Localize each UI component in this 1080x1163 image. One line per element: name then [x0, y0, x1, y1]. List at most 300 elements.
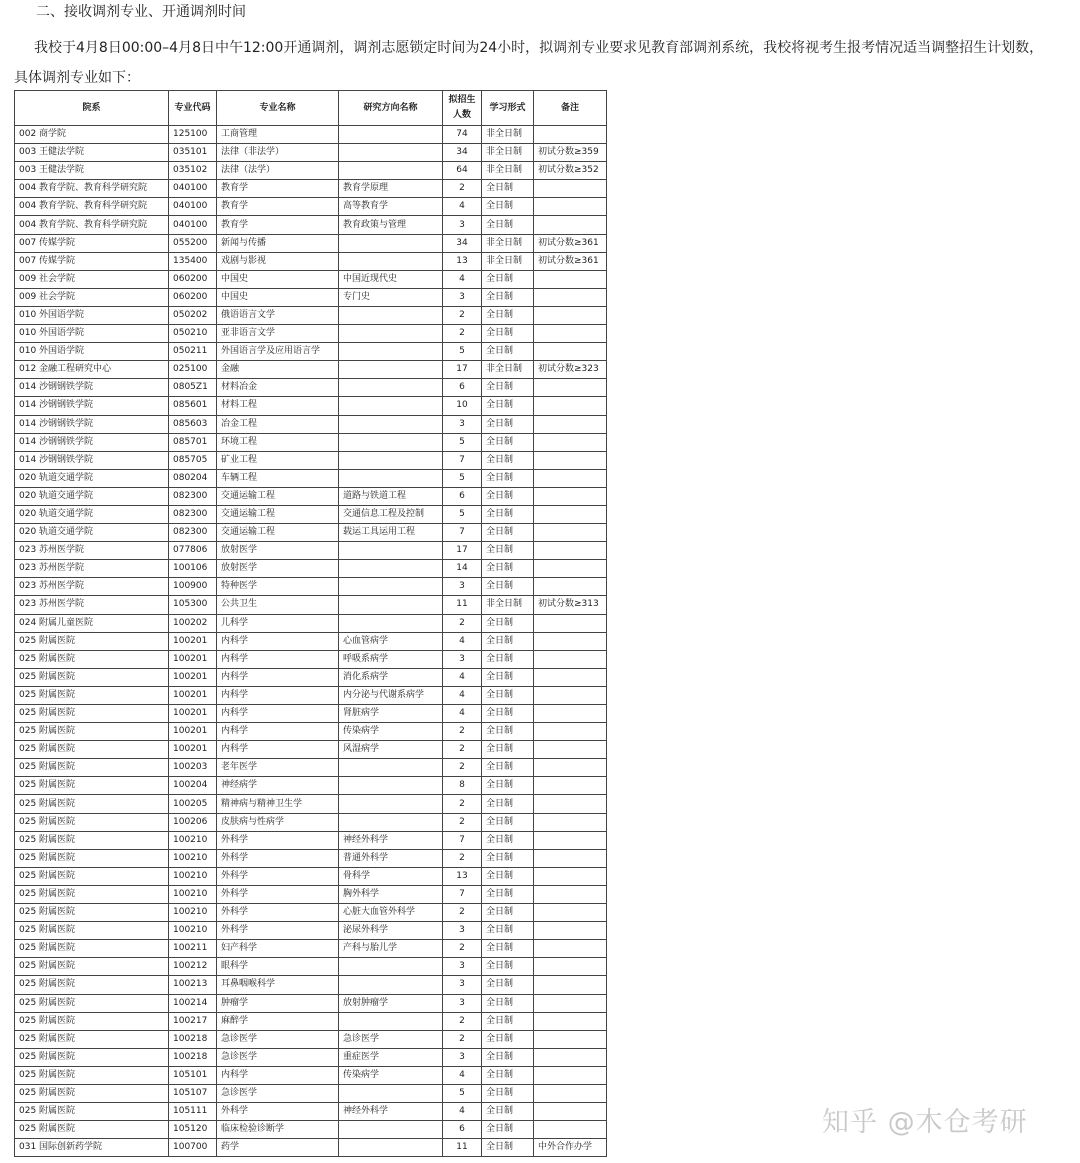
table-cell: 交通信息工程及控制	[339, 505, 443, 523]
table-cell: 全日制	[482, 451, 534, 469]
table-row	[15, 813, 607, 831]
table-cell	[534, 505, 607, 523]
table-cell	[339, 759, 443, 777]
table-cell	[534, 451, 607, 469]
table-cell: 100700	[169, 1139, 217, 1157]
table-cell: 007 传媒学院	[15, 252, 169, 270]
table-cell	[534, 542, 607, 560]
table-row	[15, 1048, 607, 1066]
table-cell	[339, 343, 443, 361]
table-cell: 025 附属医院	[15, 1066, 169, 1084]
table-cell: 050202	[169, 306, 217, 324]
table-row	[15, 650, 607, 668]
table-cell	[534, 849, 607, 867]
table-cell: 025 附属医院	[15, 1121, 169, 1139]
table-cell: 神经外科学	[339, 831, 443, 849]
table-cell: 全日制	[482, 1030, 534, 1048]
table-cell: 100201	[169, 632, 217, 650]
table-cell: 俄语语言文学	[217, 306, 339, 324]
table-row	[15, 288, 607, 306]
table-cell	[534, 270, 607, 288]
column-header: 研究方向名称	[339, 91, 443, 126]
table-cell: 050211	[169, 343, 217, 361]
table-cell: 心血管病学	[339, 632, 443, 650]
table-cell: 全日制	[482, 705, 534, 723]
table-cell: 精神病与精神卫生学	[217, 795, 339, 813]
table-cell: 2	[443, 849, 482, 867]
table-cell: 3	[443, 994, 482, 1012]
table-cell: 085705	[169, 451, 217, 469]
intro-paragraph	[14, 33, 1054, 93]
table-cell: 100201	[169, 650, 217, 668]
table-cell	[534, 433, 607, 451]
table-cell	[534, 831, 607, 849]
table-cell: 消化系病学	[339, 668, 443, 686]
table-row	[15, 487, 607, 505]
table-cell	[534, 180, 607, 198]
table-cell: 025 附属医院	[15, 922, 169, 940]
table-cell: 3	[443, 976, 482, 994]
table-cell: 025 附属医院	[15, 904, 169, 922]
table-cell	[339, 578, 443, 596]
table-cell: 020 轨道交通学院	[15, 524, 169, 542]
table-cell: 全日制	[482, 288, 534, 306]
table-cell	[339, 795, 443, 813]
table-cell: 全日制	[482, 885, 534, 903]
table-cell: 040100	[169, 198, 217, 216]
table-cell: 085601	[169, 397, 217, 415]
table-row	[15, 1139, 607, 1157]
table-cell: 全日制	[482, 524, 534, 542]
table-cell: 放射医学	[217, 542, 339, 560]
table-cell: 呼吸系病学	[339, 650, 443, 668]
table-cell: 024 附属儿童医院	[15, 614, 169, 632]
column-header: 学习形式	[482, 91, 534, 126]
table-cell: 2	[443, 1012, 482, 1030]
table-cell: 4	[443, 1066, 482, 1084]
table-cell: 亚非语言文学	[217, 325, 339, 343]
table-cell: 10	[443, 397, 482, 415]
table-cell: 交通运输工程	[217, 487, 339, 505]
table-cell: 内科学	[217, 723, 339, 741]
table-cell	[534, 795, 607, 813]
table-cell	[339, 596, 443, 614]
table-body	[15, 126, 607, 1157]
table-cell: 重症医学	[339, 1048, 443, 1066]
table-row	[15, 306, 607, 324]
table-cell	[534, 560, 607, 578]
table-cell: 020 轨道交通学院	[15, 469, 169, 487]
table-cell	[339, 252, 443, 270]
table-cell: 眼科学	[217, 958, 339, 976]
table-cell: 023 苏州医学院	[15, 560, 169, 578]
table-cell: 传染病学	[339, 1066, 443, 1084]
table-row	[15, 1121, 607, 1139]
table-cell: 交通运输工程	[217, 524, 339, 542]
table-cell	[339, 162, 443, 180]
table-cell: 13	[443, 252, 482, 270]
table-cell	[534, 126, 607, 144]
table-cell: 040100	[169, 180, 217, 198]
table-cell: 025 附属医院	[15, 994, 169, 1012]
table-cell	[534, 379, 607, 397]
table-cell: 6	[443, 487, 482, 505]
table-cell: 031 国际创新药学院	[15, 1139, 169, 1157]
table-cell: 初试分数≥359	[534, 144, 607, 162]
table-row	[15, 922, 607, 940]
table-cell: 100210	[169, 885, 217, 903]
table-cell: 13	[443, 867, 482, 885]
table-cell: 3	[443, 922, 482, 940]
table-cell: 4	[443, 198, 482, 216]
table-cell: 100206	[169, 813, 217, 831]
table-cell: 5	[443, 1084, 482, 1102]
table-cell	[339, 325, 443, 343]
table-cell: 初试分数≥361	[534, 252, 607, 270]
table-cell: 2	[443, 1030, 482, 1048]
table-cell: 5	[443, 505, 482, 523]
table-cell: 5	[443, 433, 482, 451]
table-cell: 014 沙钢钢铁学院	[15, 379, 169, 397]
table-cell: 神经病学	[217, 777, 339, 795]
table-cell: 教育政策与管理	[339, 216, 443, 234]
table-row	[15, 162, 607, 180]
table-cell: 全日制	[482, 1139, 534, 1157]
table-cell: 7	[443, 885, 482, 903]
table-cell: 100210	[169, 922, 217, 940]
table-cell: 内科学	[217, 705, 339, 723]
table-cell: 100201	[169, 705, 217, 723]
table-cell	[339, 542, 443, 560]
table-cell	[534, 397, 607, 415]
table-row	[15, 759, 607, 777]
table-cell: 法律（法学）	[217, 162, 339, 180]
table-cell: 车辆工程	[217, 469, 339, 487]
table-cell: 4	[443, 632, 482, 650]
table-cell: 025 附属医院	[15, 723, 169, 741]
table-cell: 中外合作办学	[534, 1139, 607, 1157]
table-row	[15, 252, 607, 270]
table-cell: 肾脏病学	[339, 705, 443, 723]
table-cell: 035102	[169, 162, 217, 180]
table-cell: 7	[443, 451, 482, 469]
table-row	[15, 343, 607, 361]
table-cell: 025 附属医院	[15, 885, 169, 903]
table-cell: 100210	[169, 849, 217, 867]
table-cell: 100214	[169, 994, 217, 1012]
table-cell: 初试分数≥352	[534, 162, 607, 180]
table-cell: 全日制	[482, 632, 534, 650]
table-row	[15, 524, 607, 542]
table-cell: 025 附属医院	[15, 1084, 169, 1102]
table-cell: 非全日制	[482, 162, 534, 180]
table-cell: 内科学	[217, 632, 339, 650]
table-row	[15, 270, 607, 288]
column-header: 专业名称	[217, 91, 339, 126]
table-cell	[534, 216, 607, 234]
table-cell: 082300	[169, 505, 217, 523]
table-cell: 全日制	[482, 542, 534, 560]
table-cell: 6	[443, 379, 482, 397]
table-row	[15, 668, 607, 686]
table-cell: 010 外国语学院	[15, 325, 169, 343]
table-cell: 风湿病学	[339, 741, 443, 759]
table-cell: 非全日制	[482, 126, 534, 144]
table-cell: 004 教育学院、教育科学研究院	[15, 198, 169, 216]
table-cell: 全日制	[482, 560, 534, 578]
table-cell	[534, 922, 607, 940]
table-cell: 3	[443, 288, 482, 306]
table-row	[15, 1066, 607, 1084]
table-cell	[534, 904, 607, 922]
intro-paragraph-text: 我校于4月8日00:00–4月8日中午12:00开通调剂，调剂志愿锁定时间为24小时，拟调剂专业要求见教育部调剂系统，我校将视考生报考情况适当调整招生计划数，具体调剂专业如下：	[14, 40, 1044, 86]
table-cell: 2	[443, 325, 482, 343]
table-cell: 全日制	[482, 867, 534, 885]
table-cell: 100201	[169, 741, 217, 759]
table-cell: 023 苏州医学院	[15, 596, 169, 614]
table-cell: 2	[443, 180, 482, 198]
table-cell: 普通外科学	[339, 849, 443, 867]
table-cell: 100201	[169, 686, 217, 704]
table-cell: 全日制	[482, 813, 534, 831]
table-row	[15, 940, 607, 958]
table-cell: 100210	[169, 831, 217, 849]
table-cell: 100218	[169, 1048, 217, 1066]
table-cell	[534, 976, 607, 994]
table-cell: 全日制	[482, 994, 534, 1012]
table-cell: 中国史	[217, 270, 339, 288]
table-cell: 105300	[169, 596, 217, 614]
table-cell: 外科学	[217, 1103, 339, 1121]
table-cell: 11	[443, 596, 482, 614]
table-cell: 100202	[169, 614, 217, 632]
table-cell: 外科学	[217, 849, 339, 867]
table-cell: 3	[443, 650, 482, 668]
table-cell: 100210	[169, 904, 217, 922]
table-cell	[534, 1084, 607, 1102]
table-cell	[339, 1121, 443, 1139]
table-cell: 非全日制	[482, 596, 534, 614]
table-row	[15, 831, 607, 849]
table-cell: 全日制	[482, 1103, 534, 1121]
table-cell: 全日制	[482, 650, 534, 668]
table-cell: 025 附属医院	[15, 777, 169, 795]
table-cell: 105107	[169, 1084, 217, 1102]
table-cell: 025 附属医院	[15, 940, 169, 958]
table-cell: 内科学	[217, 668, 339, 686]
table-cell: 外科学	[217, 922, 339, 940]
table-cell: 050210	[169, 325, 217, 343]
table-cell: 7	[443, 524, 482, 542]
table-cell: 全日制	[482, 849, 534, 867]
table-cell: 010 外国语学院	[15, 306, 169, 324]
table-cell: 临床检验诊断学	[217, 1121, 339, 1139]
table-cell: 082300	[169, 524, 217, 542]
table-row	[15, 325, 607, 343]
table-row	[15, 741, 607, 759]
table-cell: 060200	[169, 288, 217, 306]
table-row	[15, 379, 607, 397]
table-cell	[534, 306, 607, 324]
table-cell: 肿瘤学	[217, 994, 339, 1012]
table-cell: 3	[443, 958, 482, 976]
table-cell: 085701	[169, 433, 217, 451]
table-row	[15, 469, 607, 487]
table-cell	[534, 469, 607, 487]
table-cell	[534, 705, 607, 723]
table-cell: 025 附属医院	[15, 1030, 169, 1048]
table-cell	[534, 1103, 607, 1121]
table-row	[15, 705, 607, 723]
table-cell	[339, 234, 443, 252]
table-cell	[534, 1066, 607, 1084]
table-cell	[534, 958, 607, 976]
table-cell: 5	[443, 343, 482, 361]
table-cell: 中国史	[217, 288, 339, 306]
table-cell: 004 教育学院、教育科学研究院	[15, 180, 169, 198]
table-cell: 高等教育学	[339, 198, 443, 216]
table-cell	[339, 433, 443, 451]
table-row	[15, 144, 607, 162]
table-cell: 023 苏州医学院	[15, 578, 169, 596]
table-cell	[534, 741, 607, 759]
table-cell: 3	[443, 216, 482, 234]
table-row	[15, 180, 607, 198]
table-cell: 非全日制	[482, 234, 534, 252]
table-cell	[534, 940, 607, 958]
table-cell: 外科学	[217, 867, 339, 885]
table-cell: 105111	[169, 1103, 217, 1121]
table-cell	[534, 415, 607, 433]
table-cell	[534, 867, 607, 885]
column-header: 拟招生人数	[443, 91, 482, 126]
table-cell	[534, 632, 607, 650]
table-cell: 025 附属医院	[15, 686, 169, 704]
table-cell: 全日制	[482, 1066, 534, 1084]
table-cell: 100201	[169, 668, 217, 686]
table-cell: 全日制	[482, 922, 534, 940]
table-cell: 内科学	[217, 650, 339, 668]
table-cell	[534, 885, 607, 903]
table-cell: 34	[443, 234, 482, 252]
table-cell: 025 附属医院	[15, 1048, 169, 1066]
table-cell	[339, 777, 443, 795]
table-cell: 外科学	[217, 885, 339, 903]
table-cell: 非全日制	[482, 361, 534, 379]
table-cell	[534, 487, 607, 505]
table-cell	[534, 723, 607, 741]
table-cell: 非全日制	[482, 144, 534, 162]
table-row	[15, 578, 607, 596]
table-cell: 4	[443, 1103, 482, 1121]
table-row	[15, 451, 607, 469]
table-cell: 全日制	[482, 741, 534, 759]
table-cell	[339, 451, 443, 469]
table-cell: 5	[443, 469, 482, 487]
table-cell: 全日制	[482, 1084, 534, 1102]
table-row	[15, 126, 607, 144]
table-row	[15, 777, 607, 795]
column-header: 备注	[534, 91, 607, 126]
table-cell	[534, 1121, 607, 1139]
table-cell: 009 社会学院	[15, 288, 169, 306]
table-cell: 戏剧与影视	[217, 252, 339, 270]
table-row	[15, 234, 607, 252]
table-cell: 全日制	[482, 1012, 534, 1030]
column-header: 专业代码	[169, 91, 217, 126]
table-cell: 非全日制	[482, 252, 534, 270]
table-cell: 014 沙钢钢铁学院	[15, 433, 169, 451]
table-cell: 023 苏州医学院	[15, 542, 169, 560]
table-row	[15, 614, 607, 632]
table-cell: 全日制	[482, 433, 534, 451]
table-row	[15, 198, 607, 216]
table-cell	[339, 1012, 443, 1030]
table-cell: 100203	[169, 759, 217, 777]
table-row	[15, 216, 607, 234]
table-cell: 125100	[169, 126, 217, 144]
table-cell: 教育学	[217, 216, 339, 234]
table-cell: 内分泌与代谢系病学	[339, 686, 443, 704]
table-cell: 17	[443, 361, 482, 379]
table-cell: 胸外科学	[339, 885, 443, 903]
table-cell: 材料冶金	[217, 379, 339, 397]
table-cell: 100211	[169, 940, 217, 958]
table-cell: 135400	[169, 252, 217, 270]
table-cell: 100217	[169, 1012, 217, 1030]
table-cell: 100212	[169, 958, 217, 976]
table-row	[15, 415, 607, 433]
table-cell	[339, 813, 443, 831]
table-cell: 025 附属医院	[15, 976, 169, 994]
table-cell	[339, 415, 443, 433]
table-cell	[534, 759, 607, 777]
table-cell: 040100	[169, 216, 217, 234]
table-cell: 3	[443, 415, 482, 433]
table-cell: 025 附属医院	[15, 1103, 169, 1121]
table-row	[15, 994, 607, 1012]
table-cell: 2	[443, 614, 482, 632]
table-cell: 025 附属医院	[15, 1012, 169, 1030]
column-header: 院系	[15, 91, 169, 126]
table-cell: 100210	[169, 867, 217, 885]
table-cell	[534, 1012, 607, 1030]
table-cell: 100201	[169, 723, 217, 741]
table-cell: 080204	[169, 469, 217, 487]
table-cell: 077806	[169, 542, 217, 560]
table-cell: 100900	[169, 578, 217, 596]
table-cell: 法律（非法学）	[217, 144, 339, 162]
table-cell: 神经外科学	[339, 1103, 443, 1121]
table-cell	[339, 1139, 443, 1157]
table-cell: 6	[443, 1121, 482, 1139]
table-cell	[534, 777, 607, 795]
table-cell: 放射医学	[217, 560, 339, 578]
table-cell	[339, 397, 443, 415]
table-cell: 025 附属医院	[15, 849, 169, 867]
table-cell: 085603	[169, 415, 217, 433]
table-cell: 055200	[169, 234, 217, 252]
table-cell: 全日制	[482, 668, 534, 686]
table-header-row	[15, 91, 607, 126]
table-cell	[534, 686, 607, 704]
table-cell: 035101	[169, 144, 217, 162]
table-cell: 全日制	[482, 325, 534, 343]
table-row	[15, 542, 607, 560]
table-cell	[339, 1084, 443, 1102]
table-cell: 100213	[169, 976, 217, 994]
table-cell: 放射肿瘤学	[339, 994, 443, 1012]
